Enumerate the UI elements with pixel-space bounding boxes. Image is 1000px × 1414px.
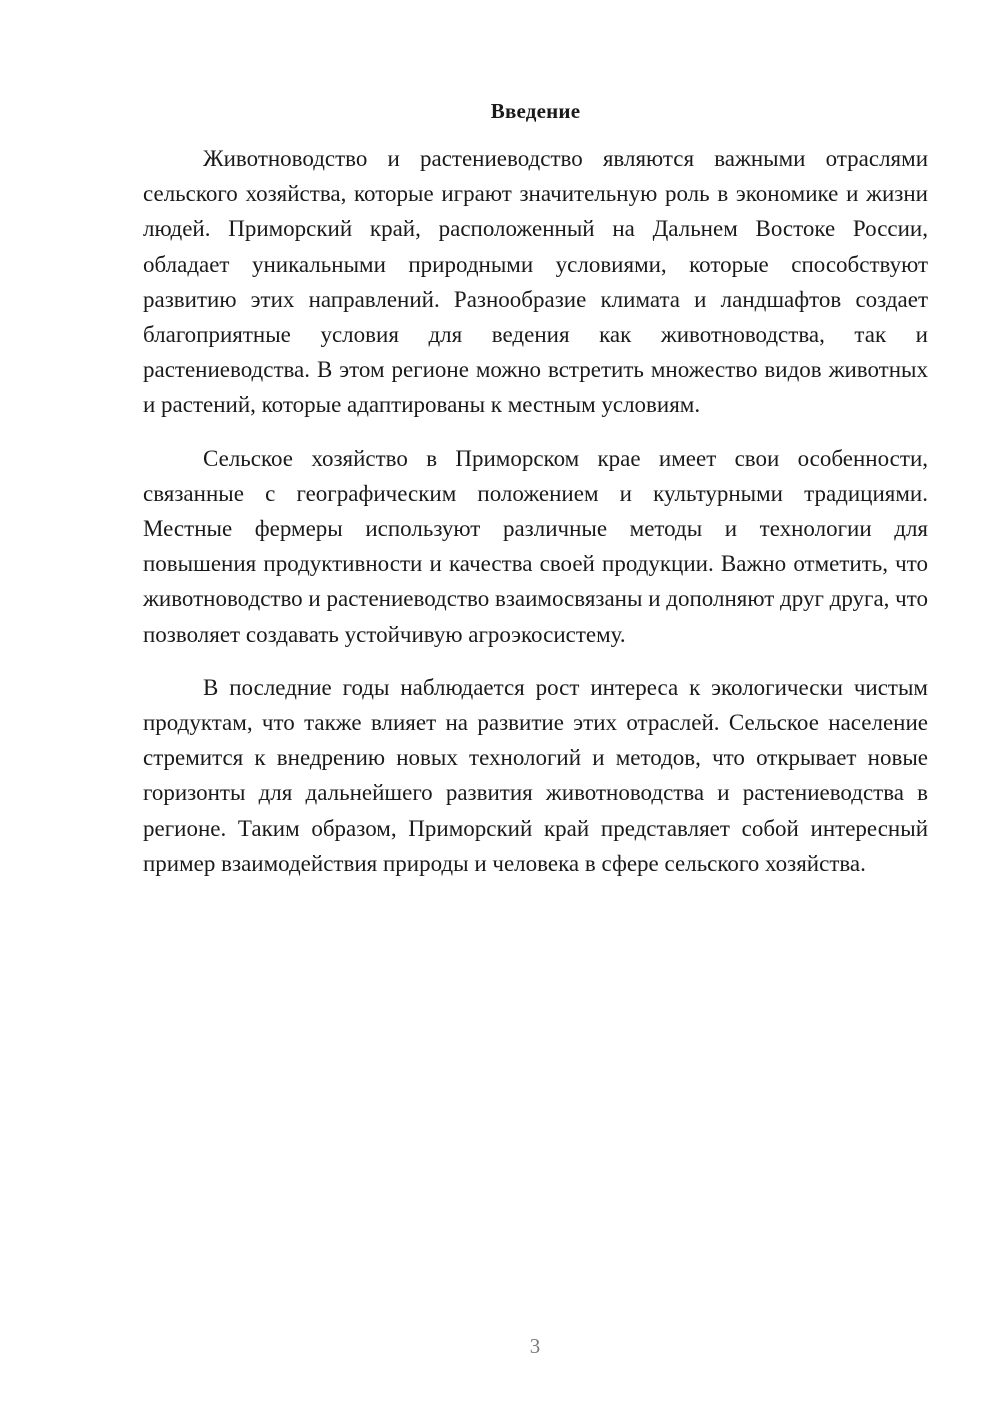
page-content — [143, 94, 928, 881]
paragraph-intro: Животноводство и растениеводство являются важными отраслями сельского хозяйства, которые играют значительную роль в экономике и жизни людей. Приморский край, расположенный на Дальнем Востоке России, обладает уникальными природными условиями, которые способствуют развитию этих направлений. Разнообразие климата и ландшафтов создает благоприятные условия для ведения как животноводства, так и растениеводства. В этом регионе можно встретить множество видов животных и растений, которые адаптированы к местным условиям. — [143, 146, 928, 418]
page-number: 3 — [529, 1334, 541, 1358]
paragraph-features: Сельское хозяйство в Приморском крае имеет свои особенности, связанные с географическим положением и культурными традициями. Местные фермеры используют различные методы и технологии для повышения продуктивности и качества своей продукции. Важно отметить, что животноводство и растениеводство взаимосвязаны и дополняют друг друга, что позволяет создавать устойчивую агроэкосистему. — [143, 445, 928, 647]
section-heading: Введение — [490, 99, 581, 123]
paragraph-trends: В последние годы наблюдается рост интереса к экологически чистым продуктам, что также влияет на развитие этих отраслей. Сельское население стремится к внедрению новых технологий и методов, что открывает новые горизонты для дальнейшего развития животноводства и растениеводства в регионе. Таким образом, Приморский край представляет собой интересный пример взаимодействия природы и человека в сфере сельского хозяйства. — [143, 674, 928, 876]
